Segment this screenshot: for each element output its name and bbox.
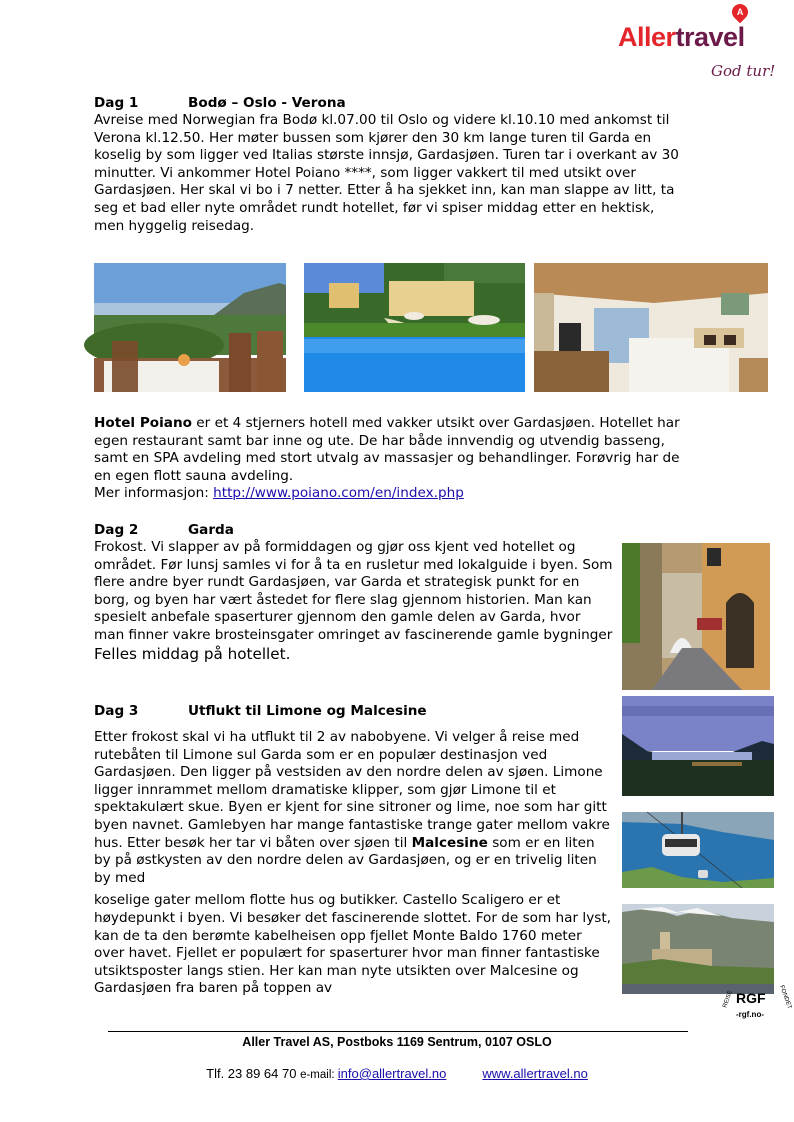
terrace-lake-view-photo <box>94 263 286 392</box>
footer-website-link[interactable]: www.allertravel.no <box>482 1066 588 1081</box>
footer-email-label: e-mail: <box>300 1069 338 1081</box>
day1-heading: Dag 1 Bodø – Oslo - Verona <box>94 95 346 111</box>
footer-contact <box>0 1066 794 1081</box>
day2-heading: Dag 2 Garda <box>94 522 234 538</box>
hotel-more-info: Mer informasjon: http://www.poiano.com/en/index.php <box>94 485 464 502</box>
brand-tagline: God tur! <box>711 62 776 80</box>
footer-phone: Tlf. 23 89 64 70 <box>206 1066 301 1081</box>
day1-section <box>94 95 684 235</box>
rgf-ring-left: REISE <box>722 989 735 1009</box>
hotel-name: Hotel Poiano <box>94 415 192 431</box>
footer-divider <box>108 1031 688 1032</box>
limone-dusk-photo <box>622 696 774 796</box>
brand-name: Allertravel <box>618 22 745 52</box>
day2-dinner: Felles middag på hotellet. <box>94 644 291 663</box>
map-pin-icon: A <box>729 1 752 24</box>
garda-street-photo <box>622 543 770 690</box>
day3-body: Etter frokost skal vi ha utflukt til 2 av nabobyene. Vi velger å reise med rutebåten til Limone sul Garda som er en populær destinasjon ved Gardasjøen. Den ligger på vestsiden av den nordre delen av sjøen. Limone ligger innrammet mellom dramatiske klipper, som gjør Limone til et spektakulært skue. Byen er kjent for sine sitroner og lime, noe som har gitt byen navnet. Gamlebyen har mange fantastiske trange gater mellom vakre hus. Etter besøk her tar vi båten over sjøen til Malcesine som er en liten by på østkysten av den nordre delen av Gardasjøen, og er en trivelig liten by med <box>94 729 610 886</box>
hotel-description: Hotel Poiano er et 4 stjerners hotell med vakker utsikt over Gardasjøen. Hotellet har egen restaurant samt bar inne og ute. De har både innvendig og utvendig basseng, samt en SPA avdeling med stort utvalg av massasjer og behandlinger. Forøvrig har de en egen flott sauna avdeling. <box>94 415 680 484</box>
rgf-url: -rgf.no- <box>736 1010 764 1019</box>
day3-body-continued: koselige gater mellom flotte hus og butikker. Castello Scaligero er et høydepunkt i byen. Vi besøker det fascinerende slottet. For de som har lyst, kan de ta den berømte kabelheisen opp fjellet Monte Baldo 1760 meter over havet. Fjellet er populært for spaserturer hvor man finner fantastiske utsiktsposter langs stien. Her kan man nyte utsikten over Malcesine og Gardasjøen fra baren på toppen av <box>94 892 611 997</box>
hotel-section <box>94 415 684 503</box>
hotel-pool-photo <box>304 263 525 392</box>
day3-section <box>94 703 614 998</box>
day3-heading: Dag 3 Utflukt til Limone og Malcesine <box>94 703 427 719</box>
day1-body: Avreise med Norwegian fra Bodø kl.07.00 til Oslo og videre kl.10.10 med ankomst til Verona kl.12.50. Her møter bussen som kjører den 30 km lange turen til Garda en koselig by som ligger ved Italias største innsjø, Gardasjøen. Turen tar i overkant av 30 minutter. Vi ankommer Hotel Poiano ****, som ligger vakkert til med utsikt over Gardasjøen. Her skal vi bo i 7 netter. Etter å ha sjekket inn, kan man slappe av litt, ta seg et bad eller nyte området rundt hotellet, før vi spiser middag etter en hektisk, men hyggelig reisedag. <box>94 112 679 234</box>
day2-section <box>94 522 614 663</box>
hotel-website-link[interactable]: http://www.poiano.com/en/index.php <box>213 485 464 502</box>
cable-car-photo <box>622 812 774 888</box>
rgf-text: RGF <box>736 990 766 1006</box>
day2-body: Frokost. Vi slapper av på formiddagen og gjør oss kjent ved hotellet og området. Før lunsj samles vi for å ta en rusletur med lokalguide i byen. Som flere andre byer rundt Gardasjøen, var Garda et strategisk punkt for en borg, og byen har vært åstedet for flere slag gjennom historien. Man kan spesielt anbefale spaserturer gjennom den gamle delen av Garda, hvor man finner vakre brosteinsgater omringet av fascinerende gamle bygninger <box>94 539 613 643</box>
allertravel-logo <box>618 4 788 84</box>
rgf-ring-right: FONDET <box>778 984 793 1010</box>
rgf-reisegarantifondet-badge <box>722 982 793 1022</box>
malcesine-bold: Malcesine <box>411 834 488 851</box>
footer-address: Aller Travel AS, Postboks 1169 Sentrum, 0107 OSLO <box>242 1035 552 1049</box>
footer-email-link[interactable]: info@allertravel.no <box>337 1066 447 1081</box>
malcesine-castle-photo <box>622 904 774 994</box>
hotel-room-photo <box>534 263 768 392</box>
